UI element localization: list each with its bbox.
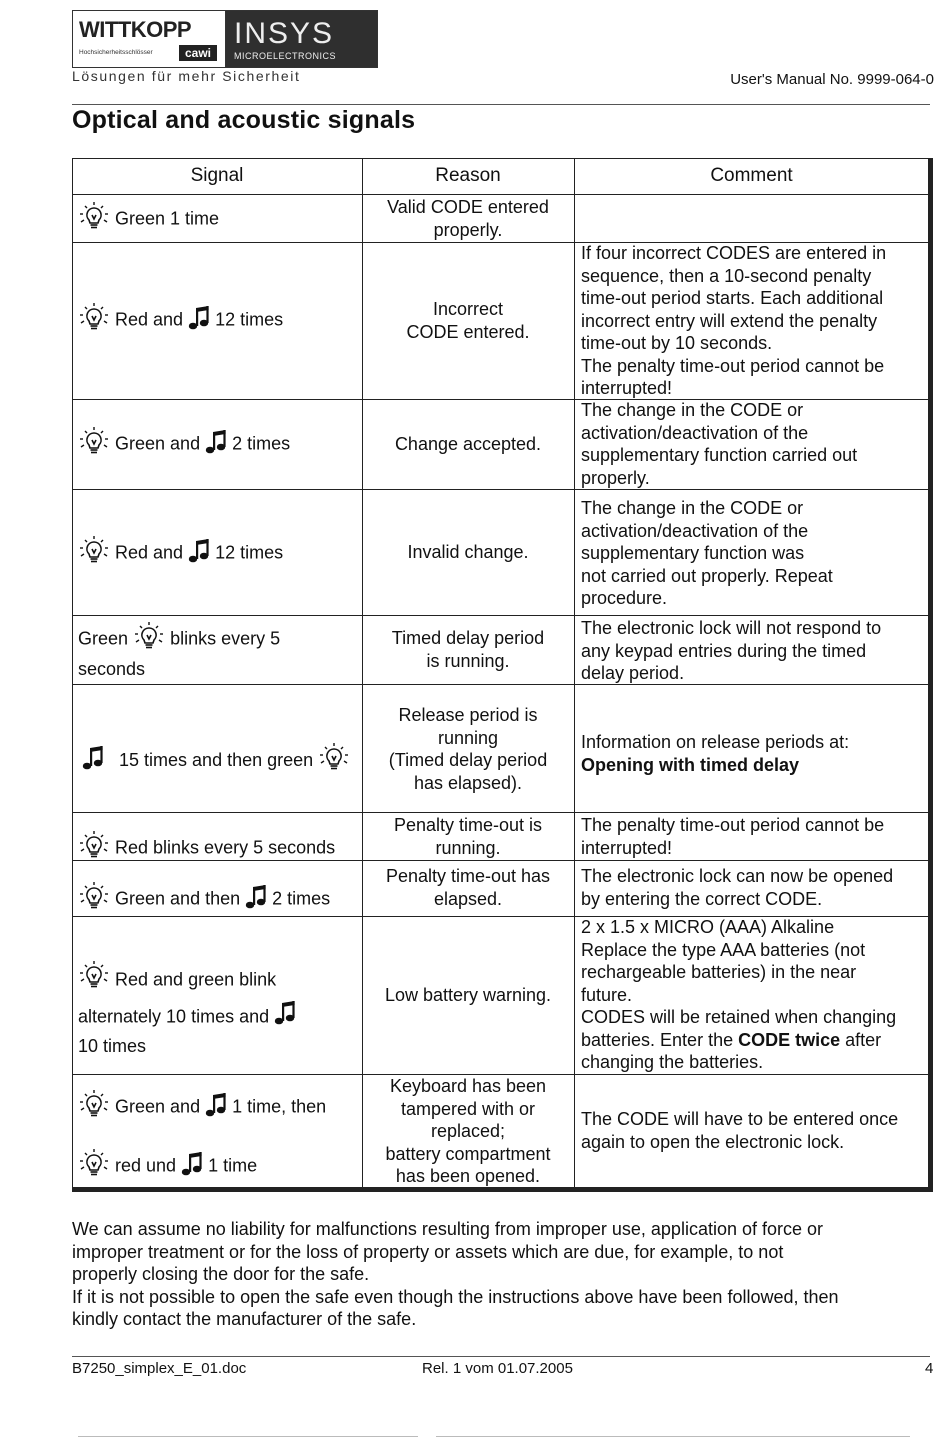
- comment-line: time-out by 10 seconds.: [581, 333, 773, 353]
- reason-cell: [362, 704, 574, 794]
- reason-line: Penalty time-out has: [385, 866, 551, 886]
- footer-filename: B7250_simplex_E_01.doc: [72, 1360, 247, 1377]
- comment-line: time-out period starts. Each additional: [581, 288, 884, 308]
- reason-line: has elapsed).: [413, 772, 523, 793]
- music-note-icon: [245, 884, 267, 916]
- comment-cell: [581, 1108, 926, 1153]
- reason-line: running: [437, 727, 499, 748]
- signal-cell: [78, 202, 219, 238]
- reason-cell: [362, 627, 574, 672]
- reason-line: has been opened.: [395, 1166, 541, 1186]
- reason-line: Penalty time-out is: [393, 815, 543, 835]
- comment-cell: [581, 916, 926, 1074]
- logo-cawi: cawi: [179, 45, 217, 61]
- lightbulb-icon: [78, 831, 110, 867]
- disclaimer-line: properly closing the door for the safe.: [72, 1264, 370, 1284]
- comment-line: again to open the electronic lock.: [581, 1131, 845, 1152]
- reason-line: Release period is: [398, 705, 538, 725]
- comment-cell: [581, 617, 926, 685]
- logo-insys: INSYS: [234, 17, 335, 50]
- reason-line: Keyboard has been: [389, 1076, 547, 1096]
- comment-line: incorrect entry will extend the penalty: [581, 310, 878, 331]
- comment-line: The penalty time-out period cannot be: [581, 355, 885, 376]
- disclaimer-line: improper treatment or for the loss of property or assets which are due, for example, to not: [72, 1241, 784, 1262]
- comment-line: by entering the correct CODE.: [581, 888, 823, 909]
- row-divider: [72, 194, 929, 195]
- comment-line: rechargeable batteries) in the near: [581, 962, 857, 982]
- manual-number: User's Manual No. 9999-064-0: [730, 71, 934, 88]
- lightbulb-icon: [78, 536, 110, 572]
- reason-cell: Invalid change.: [407, 542, 529, 562]
- signal-cell: [82, 743, 350, 779]
- reason-line: Timed delay period: [391, 628, 545, 648]
- comment-line: The electronic lock will not respond to: [581, 618, 882, 638]
- signal-text: seconds: [78, 658, 146, 679]
- lightbulb-icon: [78, 882, 110, 918]
- reason-cell: [362, 814, 574, 859]
- comment-line: supplementary function was: [581, 543, 805, 563]
- lightbulb-icon: [133, 622, 165, 658]
- comment-cell: [581, 399, 926, 489]
- comment-line: changing the batteries.: [581, 1052, 764, 1072]
- comment-line: 2 x 1.5 x MICRO (AAA) Alkaline: [581, 917, 835, 937]
- signal-text: 12 times: [215, 542, 284, 563]
- signals-table: [72, 158, 933, 1192]
- signal-text: red und: [115, 1155, 177, 1175]
- music-note-icon: [181, 1151, 203, 1183]
- comment-cell: [581, 242, 926, 400]
- scan-artifact-line: [78, 1436, 418, 1437]
- comment-cell: [581, 865, 926, 910]
- music-note-icon: [82, 745, 104, 777]
- header-signal: Signal: [190, 165, 244, 186]
- signal-cell: [78, 1090, 326, 1184]
- signal-cell: [78, 427, 290, 463]
- comment-text: batteries. Enter the: [581, 1029, 739, 1050]
- reason-line: is running.: [426, 650, 510, 671]
- header-reason: Reason: [435, 165, 501, 186]
- music-note-icon: [274, 1000, 296, 1035]
- comment-cell: [581, 497, 926, 610]
- signal-cell: [78, 882, 330, 918]
- signal-text: alternately 10 times and: [78, 1006, 270, 1027]
- signal-text: 10 times: [78, 1036, 147, 1056]
- comment-line: The change in the CODE or: [581, 400, 804, 420]
- header-comment: Comment: [710, 165, 793, 186]
- disclaimer-line: If it is not possible to open the safe even though the instructions above have been followed, then: [72, 1286, 839, 1307]
- comment-cell: [581, 814, 926, 859]
- table-shadow-right: [929, 158, 933, 1192]
- signal-text: 15 times and then green: [119, 749, 314, 770]
- wittkopp-logo: [73, 11, 226, 67]
- lightbulb-icon: [78, 202, 110, 238]
- signal-text: Green and: [115, 433, 201, 454]
- disclaimer-paragraph: [72, 1218, 912, 1331]
- music-note-icon: [188, 538, 210, 570]
- comment-link: [581, 754, 926, 777]
- comment-line: The change in the CODE or: [581, 498, 804, 518]
- signal-text: Red and: [115, 542, 184, 563]
- comment-line: If four incorrect CODES are entered in: [581, 243, 887, 263]
- signal-cell: [78, 536, 283, 572]
- signal-text: Green and: [115, 1096, 201, 1117]
- page-title: Optical and acoustic signals: [72, 106, 416, 134]
- header-rule: [72, 104, 930, 105]
- lightbulb-icon: [318, 743, 350, 779]
- signal-text: Red and: [115, 309, 184, 330]
- signal-text: 2 times: [272, 888, 331, 909]
- lightbulb-icon: [78, 961, 110, 1000]
- comment-line: procedure.: [581, 588, 668, 608]
- table-shadow-bottom: [72, 1188, 933, 1192]
- comment-line: future.: [581, 984, 633, 1005]
- tagline: Lösungen für mehr Sicherheit: [72, 68, 301, 84]
- music-note-icon: [188, 305, 210, 337]
- signal-text: Red blinks every 5 seconds: [115, 837, 336, 858]
- reason-cell: [362, 298, 574, 343]
- signal-cell: [78, 622, 280, 680]
- comment-line: sequence, then a 10-second penalty: [581, 265, 872, 286]
- comment-line: any keypad entries during the timed: [581, 640, 867, 661]
- reason-line: Incorrect: [432, 299, 504, 319]
- footer-release: Rel. 1 vom 01.07.2005: [422, 1360, 573, 1377]
- signal-text: 1 time: [208, 1155, 258, 1175]
- signal-text: Green 1 time: [115, 208, 220, 229]
- comment-line: The penalty time-out period cannot be: [581, 815, 885, 835]
- reason-line: properly.: [433, 219, 503, 240]
- reason-cell: Low battery warning.: [384, 985, 552, 1005]
- comment-cell: [581, 731, 926, 776]
- disclaimer-line: kindly contact the manufacturer of the safe.: [72, 1309, 417, 1329]
- comment-line: activation/deactivation of the: [581, 520, 809, 541]
- music-note-icon: [205, 429, 227, 461]
- reason-line: running.: [435, 837, 501, 858]
- logo-brand: WITTKOPP: [79, 17, 192, 42]
- reason-line: (Timed delay period: [388, 750, 548, 770]
- comment-bold: Opening with timed delay: [581, 754, 800, 775]
- page-number: 4: [925, 1360, 934, 1377]
- reason-line: battery compartment: [385, 1143, 551, 1164]
- comment-bold: CODE twice: [738, 1029, 841, 1050]
- signal-text: Green and then: [115, 888, 241, 909]
- company-logo: [72, 10, 378, 68]
- signal-cell: [78, 303, 283, 339]
- comment-line: properly.: [581, 467, 650, 488]
- reason-cell: Change accepted.: [394, 434, 542, 454]
- reason-line: CODE entered.: [406, 321, 530, 342]
- reason-cell: [362, 865, 574, 910]
- reason-line: tampered with or: [400, 1098, 536, 1119]
- footer-rule: [72, 1356, 930, 1357]
- signal-text: 12 times: [215, 309, 284, 330]
- logo-subtitle: Hochsicherheitsschlösser: [79, 49, 153, 56]
- comment-line: supplementary function carried out: [581, 445, 858, 465]
- comment-line: Replace the type AAA batteries (not: [581, 939, 866, 960]
- signal-text: 2 times: [232, 433, 291, 454]
- signal-text: 1 time, then: [232, 1096, 327, 1117]
- logo-micro: MICROELECTRONICS: [234, 51, 337, 61]
- comment-line: The electronic lock can now be opened: [581, 866, 894, 886]
- lightbulb-icon: [78, 1090, 110, 1126]
- comment-line: delay period.: [581, 663, 685, 683]
- comment-text: after: [840, 1029, 882, 1050]
- comment-line: interrupted!: [581, 837, 673, 858]
- comment-line: CODES will be retained when changing: [581, 1007, 897, 1027]
- lightbulb-icon: [78, 427, 110, 463]
- music-note-icon: [205, 1092, 227, 1124]
- comment-line: activation/deactivation of the: [581, 422, 809, 443]
- reason-line: elapsed.: [433, 888, 503, 909]
- comment-line: not carried out properly. Repeat: [581, 565, 833, 586]
- reason-cell: [362, 1075, 574, 1188]
- row-divider: [72, 489, 929, 490]
- row-divider: [72, 615, 929, 616]
- row-divider: [72, 812, 929, 813]
- reason-line: replaced;: [430, 1121, 506, 1141]
- lightbulb-icon: [78, 1149, 110, 1185]
- signal-text: Green: [78, 628, 129, 649]
- signal-text: Red and green blink: [115, 969, 277, 990]
- signal-cell: [78, 961, 296, 1057]
- insys-logo: [226, 11, 377, 67]
- comment-line: The CODE will have to be entered once: [581, 1109, 899, 1129]
- lightbulb-icon: [78, 303, 110, 339]
- reason-cell: [362, 196, 574, 241]
- comment-line: [581, 1029, 926, 1052]
- disclaimer-line: We can assume no liability for malfunctions resulting from improper use, application of force or: [72, 1219, 824, 1239]
- comment-line: Information on release periods at:: [581, 732, 850, 752]
- scan-artifact-line: [436, 1436, 910, 1437]
- comment-line: interrupted!: [581, 378, 673, 398]
- column-divider: [574, 158, 575, 1188]
- signal-cell: [78, 831, 335, 867]
- signal-text: blinks every 5: [170, 628, 281, 649]
- reason-line: Valid CODE entered: [387, 197, 549, 217]
